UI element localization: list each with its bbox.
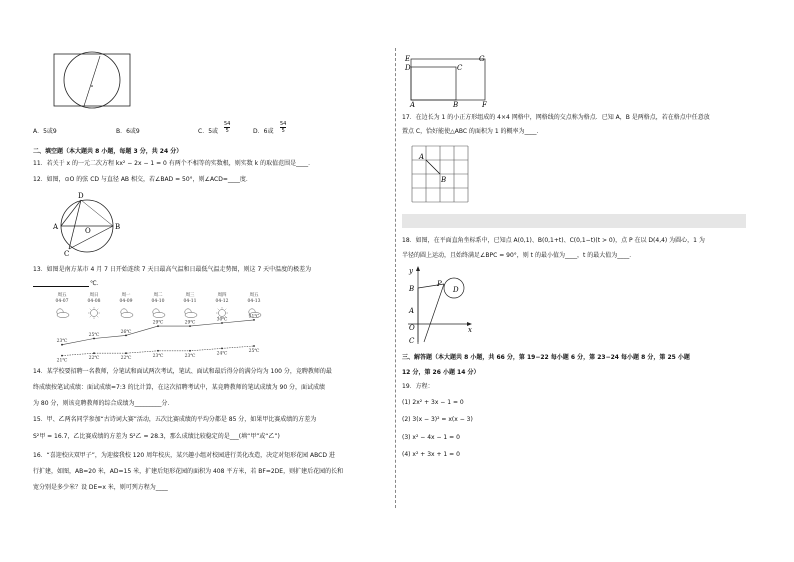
section-3-heading-line2: 12 分，第 26 小题 14 分）: [402, 369, 480, 376]
label-g: G: [479, 55, 485, 63]
cloud-icon: [185, 312, 197, 317]
equation-4: (4) x² + 3x + 1 = 0: [402, 451, 460, 458]
label-a: A: [410, 101, 416, 108]
sun-ray: [97, 316, 98, 317]
high-temperature-point: [93, 338, 95, 340]
question-15-line2: S²甲 = 16.7，乙比赛成绩的方差为 S²乙 = 28.3，那么成绩比较稳定的是___(填“甲”或“乙”): [33, 433, 280, 440]
high-temperature-point: [61, 344, 63, 346]
question-13-line1: 13．如图是南方某市 4 月 7 日开始连续 7 天日最高气温和日最低气温走势图，则这 7 天中温度的极差为: [33, 266, 312, 273]
question-17-line1: 17．在边长为 1 的小正方形组成的 4×4 网格中，网格线的交点称为格点．已知 A，B 是两格点，若在格点中任意放: [402, 114, 710, 121]
question-11: 11．若关于 x 的一元二次方程 kx² − 2x − 1 = 0 有两个不相等的实数根，则实数 k 的取值范围是____．: [33, 160, 315, 167]
weather-svg: [40, 290, 285, 362]
low-temperature-point: [61, 355, 63, 357]
circle-in-square-figure: [50, 48, 140, 110]
fraction-denominator: 5: [281, 128, 285, 134]
weather-high-label: 23℃: [56, 339, 68, 345]
section-2-heading: 二、填空题（本大题共 8 小题，每题 3 分，共 24 分）: [33, 148, 183, 155]
label-y: y: [409, 267, 413, 275]
weather-high-label: 29℃: [184, 320, 196, 326]
high-temperature-point: [221, 322, 223, 324]
question-13-line2: ℃．: [90, 280, 103, 287]
label-f: F: [482, 101, 487, 108]
option-b: B．6或9: [116, 128, 140, 135]
weather-low-label: 25℃: [248, 349, 260, 354]
option-c-fraction: [224, 121, 230, 134]
weather-date-label: 04-07: [55, 299, 69, 304]
option-c: C．5或: [198, 128, 219, 135]
weather-high-label: 30℃: [216, 317, 228, 323]
label-b: B: [441, 176, 447, 184]
weather-day-label: 周五: [57, 293, 67, 298]
sun-ray: [90, 316, 91, 317]
label-d: D: [405, 64, 411, 72]
label-p: P: [437, 280, 442, 288]
option-a: A．5或9: [33, 128, 57, 135]
label-o: O: [85, 227, 91, 235]
low-temperature-point: [125, 352, 127, 354]
label-a: A: [409, 307, 415, 315]
column-divider: [395, 48, 396, 508]
weather-day-label: 周二: [153, 293, 163, 298]
label-a: A: [419, 153, 425, 161]
answer-box-shading: [402, 214, 746, 228]
high-temperature-point: [189, 325, 191, 327]
option-d: D．6或: [253, 128, 274, 135]
label-c: C: [409, 337, 415, 345]
sun-ray: [97, 309, 98, 310]
figure-12-circle: [45, 190, 135, 256]
question-16-line2: 行扩建，如图，AB=20 米，AD=15 米，扩建后矩形花园的面积为 408 平方米，若 BF=2DE，则扩建后花园的长和: [33, 468, 344, 475]
label-b: B: [115, 223, 121, 231]
weather-date-label: 04-13: [247, 299, 261, 304]
label-b: B: [453, 101, 459, 108]
question-16-line1: 16．“喜迎校庆双甲子”，为迎接我校 120 周年校庆，某兴趣小组对校园进行美化改造，决定对矩形花园 ABCD 进: [33, 452, 335, 459]
fraction-numerator: 54: [224, 121, 231, 127]
weather-high-label: 25℃: [88, 333, 100, 338]
label-x: x: [468, 326, 472, 334]
sun-ray: [90, 309, 91, 310]
question-18-line2: 半径的圆上运动，且始终满足∠BPC = 90°，则 t 的最小值为____，t 的最大值为____．: [402, 252, 636, 259]
weather-low-label: 22℃: [88, 356, 100, 362]
equation-1: (1) 2x² + 3x − 1 = 0: [402, 399, 464, 406]
answer-blank-13: [33, 286, 89, 287]
question-18-line1: 18．如图，在平面直角坐标系中，已知点 A(0,1)、B(0,1+t)、C(0,1−t)(t > 0)，点 P 在以 D(4,4) 为圆心，1 为: [402, 237, 705, 244]
sun-icon: [91, 310, 98, 317]
weather-date-label: 04-11: [183, 299, 197, 304]
cloud-icon: [121, 312, 133, 317]
low-temperature-point: [157, 350, 159, 352]
weather-high-label: 31℃: [248, 314, 260, 320]
question-16-line3: 宽分别是多少米？设 DE=x 米，则可列方程为____: [33, 484, 168, 491]
question-14-line1: 14．某学校要招聘一名教师，分笔试和面试两次考试，笔试、面试和最后得分的满分均为 100 分，竞聘教师的最: [33, 368, 332, 375]
question-12: 12．如图，⊙O 的弦 CD 与直径 AB 相交，若∠BAD = 50°，则∠ACD=____度．: [33, 176, 252, 183]
low-temperature-point: [253, 345, 255, 347]
fraction-denominator: 5: [225, 128, 229, 134]
label-c: C: [457, 64, 463, 72]
equation-3: (3) x² − 4x − 1 = 0: [402, 434, 460, 441]
weather-chart: [40, 290, 285, 362]
weather-day-label: 周日: [89, 293, 99, 298]
label-e: E: [405, 55, 411, 63]
cloud-icon: [153, 312, 165, 317]
weather-day-label: 周五: [249, 293, 259, 298]
weather-date-label: 04-10: [151, 299, 165, 304]
equation-2: (2) 3(x − 3)² = x(x − 3): [402, 416, 473, 423]
figure-17-grid: [410, 144, 472, 204]
low-temperature-point: [221, 348, 223, 350]
sun-icon: [219, 310, 226, 317]
weather-date-label: 04-09: [119, 299, 133, 304]
weather-day-label: 周四: [217, 293, 227, 298]
question-14-line2: 终成绩按笔试成绩：面试成绩=7:3 的比计算，在这次招聘考试中，某竞聘教师的笔试成绩为 90 分，面试成绩: [33, 384, 326, 391]
weather-low-label: 23℃: [184, 353, 196, 359]
weather-day-label: 周一: [121, 293, 131, 298]
label-a: A: [53, 223, 59, 231]
weather-low-label: 23℃: [152, 353, 164, 359]
weather-low-label: 22℃: [120, 356, 132, 362]
low-temperature-point: [93, 352, 95, 354]
low-temperature-point: [189, 350, 191, 352]
sun-ray: [218, 309, 219, 310]
high-temperature-point: [253, 319, 255, 321]
weather-date-label: 04-08: [87, 299, 101, 304]
question-17-line2: 置点 C，恰好能使△ABC 的面积为 1 的概率为____．: [402, 128, 543, 135]
high-temperature-point: [157, 325, 159, 327]
weather-date-label: 04-12: [215, 299, 229, 304]
question-14-line3: 为 80 分，则该竞聘教师的综合成绩为_________分．: [33, 400, 174, 407]
weather-low-label: 21℃: [56, 358, 68, 362]
label-b: B: [409, 285, 415, 293]
high-temperature-point: [125, 335, 127, 337]
label-d: D: [453, 286, 459, 294]
question-15-line1: 15．甲、乙两名同学参加“古诗词大赛”活动，五次比赛成绩的平均分都是 85 分，如果甲比赛成绩的方差为: [33, 416, 317, 423]
figure-18-coordinate-plane: [404, 264, 476, 346]
label-o: O: [409, 324, 415, 332]
weather-day-label: 周三: [185, 293, 195, 298]
sun-ray: [225, 309, 226, 310]
section-3-heading-line1: 三、解答题（本大题共 8 小题，共 66 分，第 19−22 每小题 6 分，第 23−24 每小题 8 分，第 25 小题: [402, 354, 690, 361]
weather-low-label: 24℃: [216, 351, 228, 357]
cloud-icon: [57, 312, 69, 317]
option-d-fraction: [280, 121, 286, 134]
fraction-numerator: 54: [280, 121, 287, 127]
figure-16-rectangles: [402, 50, 494, 108]
label-d: D: [78, 192, 84, 200]
question-19: 19．方程：: [402, 383, 434, 390]
weather-high-label: 29℃: [152, 320, 164, 326]
label-c: C: [64, 250, 70, 256]
weather-high-label: 26℃: [120, 329, 132, 335]
